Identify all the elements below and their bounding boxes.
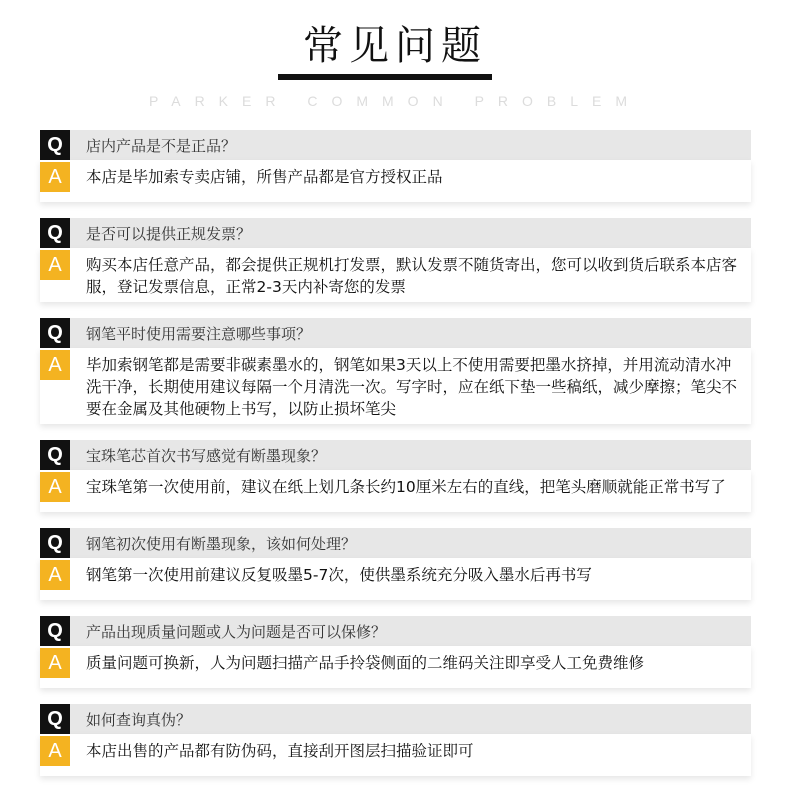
q-badge: Q: [40, 704, 70, 734]
faq-answer-row: [40, 734, 751, 776]
faq-question-row: [40, 704, 751, 734]
page-subtitle: PARKER COMMON PROBLEM: [148, 93, 642, 109]
faq-question-row: [40, 616, 751, 646]
faq-answer-row: [40, 646, 751, 688]
a-badge: A: [40, 736, 70, 766]
faq-question: 钢笔平时使用需要注意哪些事项？: [86, 324, 312, 343]
faq-answer: 毕加索钢笔都是需要非碳素墨水的，钢笔如果3天以上不使用需要把墨水挤掉，并用流动清水冲洗干净，长期使用建议每隔一个月清洗一次。写字时，应在纸下垫一些稿纸，减少摩擦；笔尖不要在金属及其他硬物上书写，以防止损坏笔尖: [86, 356, 738, 418]
faq-answer: 购买本店任意产品，都会提供正规机打发票，默认发票不随货寄出，您可以收到货后联系本店客服，登记发票信息，正常2-3天内补寄您的发票: [86, 256, 738, 296]
faq-answer-row: [40, 160, 751, 202]
faq-answer: 宝珠笔第一次使用前，建议在纸上划几条长约10厘米左右的直线，把笔头磨顺就能正常书写了: [86, 478, 726, 496]
q-badge: Q: [40, 130, 70, 160]
faq-answer-row: [40, 248, 751, 302]
a-badge: A: [40, 250, 70, 280]
faq-item: [40, 130, 751, 202]
faq-answer: 钢笔第一次使用前建议反复吸墨5-7次，使供墨系统充分吸入墨水后再书写: [86, 566, 592, 584]
faq-answer-row: [40, 348, 751, 424]
faq-question-row: [40, 130, 751, 160]
faq-item: [40, 528, 751, 600]
faq-item: [40, 318, 751, 424]
faq-answer-row: [40, 470, 751, 512]
faq-answer: 本店是毕加索专卖店铺，所售产品都是官方授权正品: [86, 168, 443, 186]
faq-question: 如何查询真伪？: [86, 710, 192, 729]
faq-question-row: [40, 440, 751, 470]
a-badge: A: [40, 162, 70, 192]
faq-answer: 本店出售的产品都有防伪码，直接刮开图层扫描验证即可: [86, 742, 474, 760]
page-title: 常见问题: [303, 23, 487, 69]
a-badge: A: [40, 648, 70, 678]
q-badge: Q: [40, 218, 70, 248]
faq-question: 是否可以提供正规发票？: [86, 224, 252, 243]
a-badge: A: [40, 350, 70, 380]
q-badge: Q: [40, 528, 70, 558]
faq-item: [40, 218, 751, 302]
faq-question-row: [40, 318, 751, 348]
faq-item: [40, 440, 751, 512]
faq-question: 钢笔初次使用有断墨现象，该如何处理？: [86, 534, 357, 553]
a-badge: A: [40, 560, 70, 590]
faq-item: [40, 704, 751, 776]
faq-question: 店内产品是不是正品？: [86, 136, 237, 155]
a-badge: A: [40, 472, 70, 502]
faq-item: [40, 616, 751, 688]
faq-question-row: [40, 528, 751, 558]
faq-question: 产品出现质量问题或人为问题是否可以保修？: [86, 622, 387, 641]
faq-question: 宝珠笔芯首次书写感觉有断墨现象？: [86, 446, 327, 465]
faq-answer-row: [40, 558, 751, 600]
title-underline: [278, 74, 492, 80]
faq-question-row: [40, 218, 751, 248]
q-badge: Q: [40, 318, 70, 348]
faq-list: [40, 130, 751, 792]
faq-answer: 质量问题可换新，人为问题扫描产品手拎袋侧面的二维码关注即享受人工免费维修: [86, 654, 645, 672]
q-badge: Q: [40, 616, 70, 646]
q-badge: Q: [40, 440, 70, 470]
